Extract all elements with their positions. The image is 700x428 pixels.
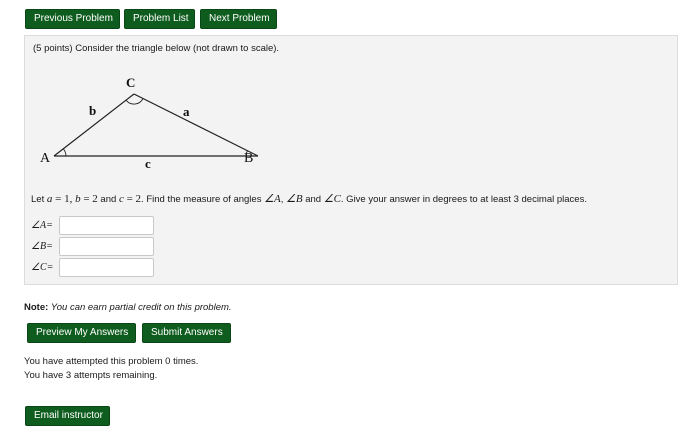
problem-panel — [24, 35, 678, 285]
note-text: You can earn partial credit on this problem. — [50, 302, 232, 313]
note-label: Note: — [24, 302, 49, 313]
problem-prompt: (5 points) Consider the triangle below (not drawn to scale). — [33, 43, 280, 54]
answer-b-label: ∠B= — [31, 241, 53, 252]
answer-a-label: ∠A= — [31, 220, 53, 231]
angle-c-arc — [126, 99, 143, 105]
vertex-a-label: A — [40, 151, 51, 166]
attempts-remaining: You have 3 attempts remaining. — [24, 370, 158, 381]
next-problem-button[interactable]: Next Problem — [200, 9, 277, 29]
side-b-label: b — [89, 103, 97, 118]
email-instructor-button[interactable]: Email instructor — [25, 406, 110, 426]
previous-problem-button[interactable]: Previous Problem — [25, 9, 120, 29]
answer-a-input[interactable] — [59, 216, 154, 235]
vertex-c-label: C — [126, 75, 136, 90]
side-a-line — [134, 94, 258, 156]
submit-answers-button[interactable]: Submit Answers — [142, 323, 231, 343]
vertex-b-label: B — [244, 151, 254, 166]
question-text: Let a = 1, b = 2 and c = 2. Find the measure of angles ∠A, ∠B and ∠C. Give your answer in degrees to at least 3 decimal places. — [31, 193, 587, 205]
side-a-label: a — [183, 104, 190, 119]
side-c-label: c — [145, 156, 151, 171]
answer-c-input[interactable] — [59, 258, 154, 277]
triangle-diagram — [25, 36, 325, 176]
attempts-status: You have attempted this problem 0 times. — [24, 356, 199, 367]
answer-b-input[interactable] — [59, 237, 154, 256]
answer-c-label: ∠C= — [31, 262, 54, 273]
preview-answers-button[interactable]: Preview My Answers — [27, 323, 136, 343]
partial-credit-note — [24, 302, 232, 313]
angle-a-arc — [64, 149, 67, 156]
problem-list-button[interactable]: Problem List — [124, 9, 195, 29]
